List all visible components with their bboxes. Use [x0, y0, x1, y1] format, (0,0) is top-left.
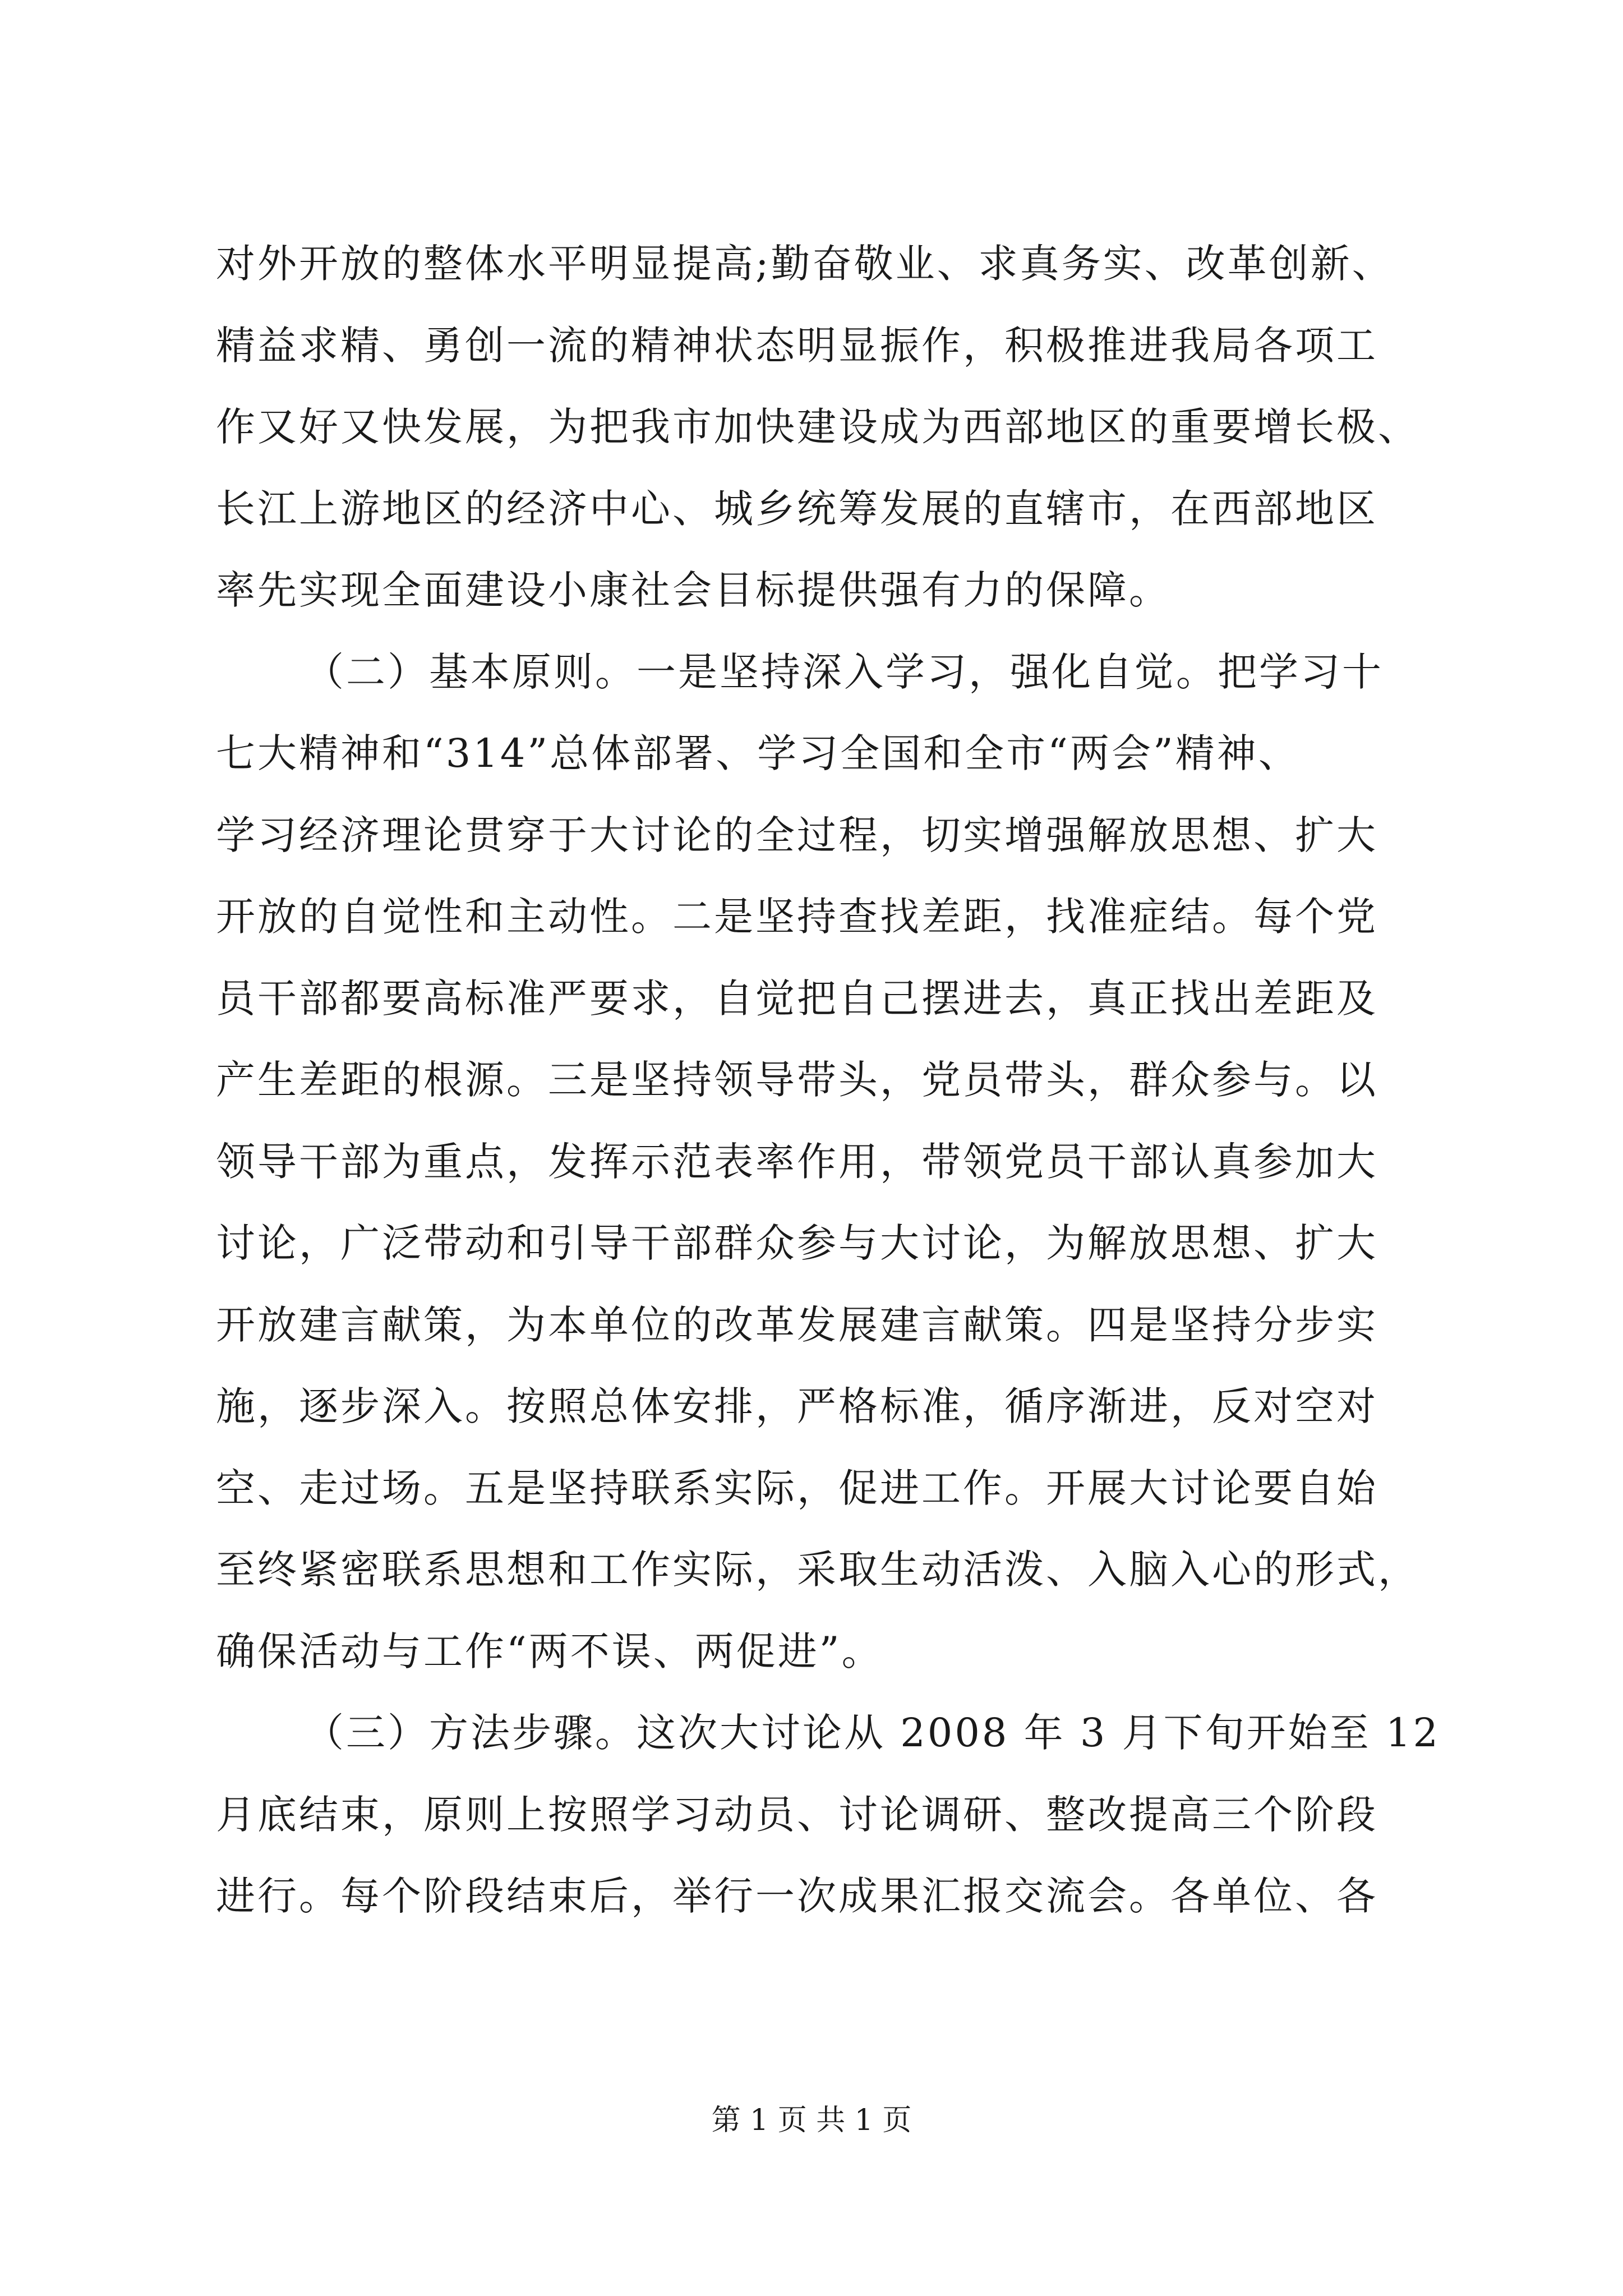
- page-number-footer: 第 1 页 共 1 页: [711, 2104, 912, 2137]
- text-line: 作又好又快发展，为把我市加快建设成为西部地区的重要增长极、: [216, 404, 1419, 450]
- text-line: 精益求精、勇创一流的精神状态明显振作，积极推进我局各项工: [216, 322, 1378, 369]
- text-line: 月底结束，原则上按照学习动员、讨论调研、整改提高三个阶段: [216, 1791, 1378, 1838]
- section-heading-methods: （三）方法步骤。这次大讨论从 2008 年 3 月下旬开始至 12: [305, 1710, 1441, 1756]
- text-line: 开放建言献策，为本单位的改革发展建言献策。四是坚持分步实: [216, 1301, 1378, 1348]
- text-line: 学习经济理论贯穿于大讨论的全过程，切实增强解放思想、扩大: [216, 812, 1378, 858]
- text-line: 讨论，广泛带动和引导干部群众参与大讨论，为解放思想、扩大: [216, 1220, 1378, 1266]
- text-line: 施，逐步深入。按照总体安排，严格标准，循序渐进，反对空对: [216, 1383, 1378, 1429]
- text-line: 产生差距的根源。三是坚持领导带头，党员带头，群众参与。以: [216, 1057, 1378, 1103]
- text-line: 开放的自觉性和主动性。二是坚持查找差距，找准症结。每个党: [216, 894, 1378, 940]
- text-line: 至终紧密联系思想和工作实际，采取生动活泼、入脑入心的形式，: [216, 1547, 1419, 1593]
- document-body: [216, 223, 1528, 1938]
- text-line: 率先实现全面建设小康社会目标提供强有力的保障。: [216, 567, 1170, 613]
- text-line: 员干部都要高标准严要求，自觉把自己摆进去，真正找出差距及: [216, 975, 1378, 1022]
- text-line: 对外开放的整体水平明显提高;勤奋敬业、求真务实、改革创新、: [216, 241, 1394, 287]
- text-line: 进行。每个阶段结束后，举行一次成果汇报交流会。各单位、各: [216, 1873, 1378, 1919]
- text-line: 确保活动与工作“两不误、两促进”。: [216, 1628, 883, 1674]
- text-line: 领导干部为重点，发挥示范表率作用，带领党员干部认真参加大: [216, 1138, 1378, 1185]
- text-line: 空、走过场。五是坚持联系实际，促进工作。开展大讨论要自始: [216, 1465, 1378, 1511]
- text-line: 长江上游地区的经济中心、城乡统筹发展的直辖市，在西部地区: [216, 485, 1378, 532]
- section-heading-principles: （二）基本原则。一是坚持深入学习，强化自觉。把学习十: [305, 648, 1384, 695]
- text-line: 七大精神和“314”总体部署、学习全国和全市“两会”精神、: [216, 730, 1300, 776]
